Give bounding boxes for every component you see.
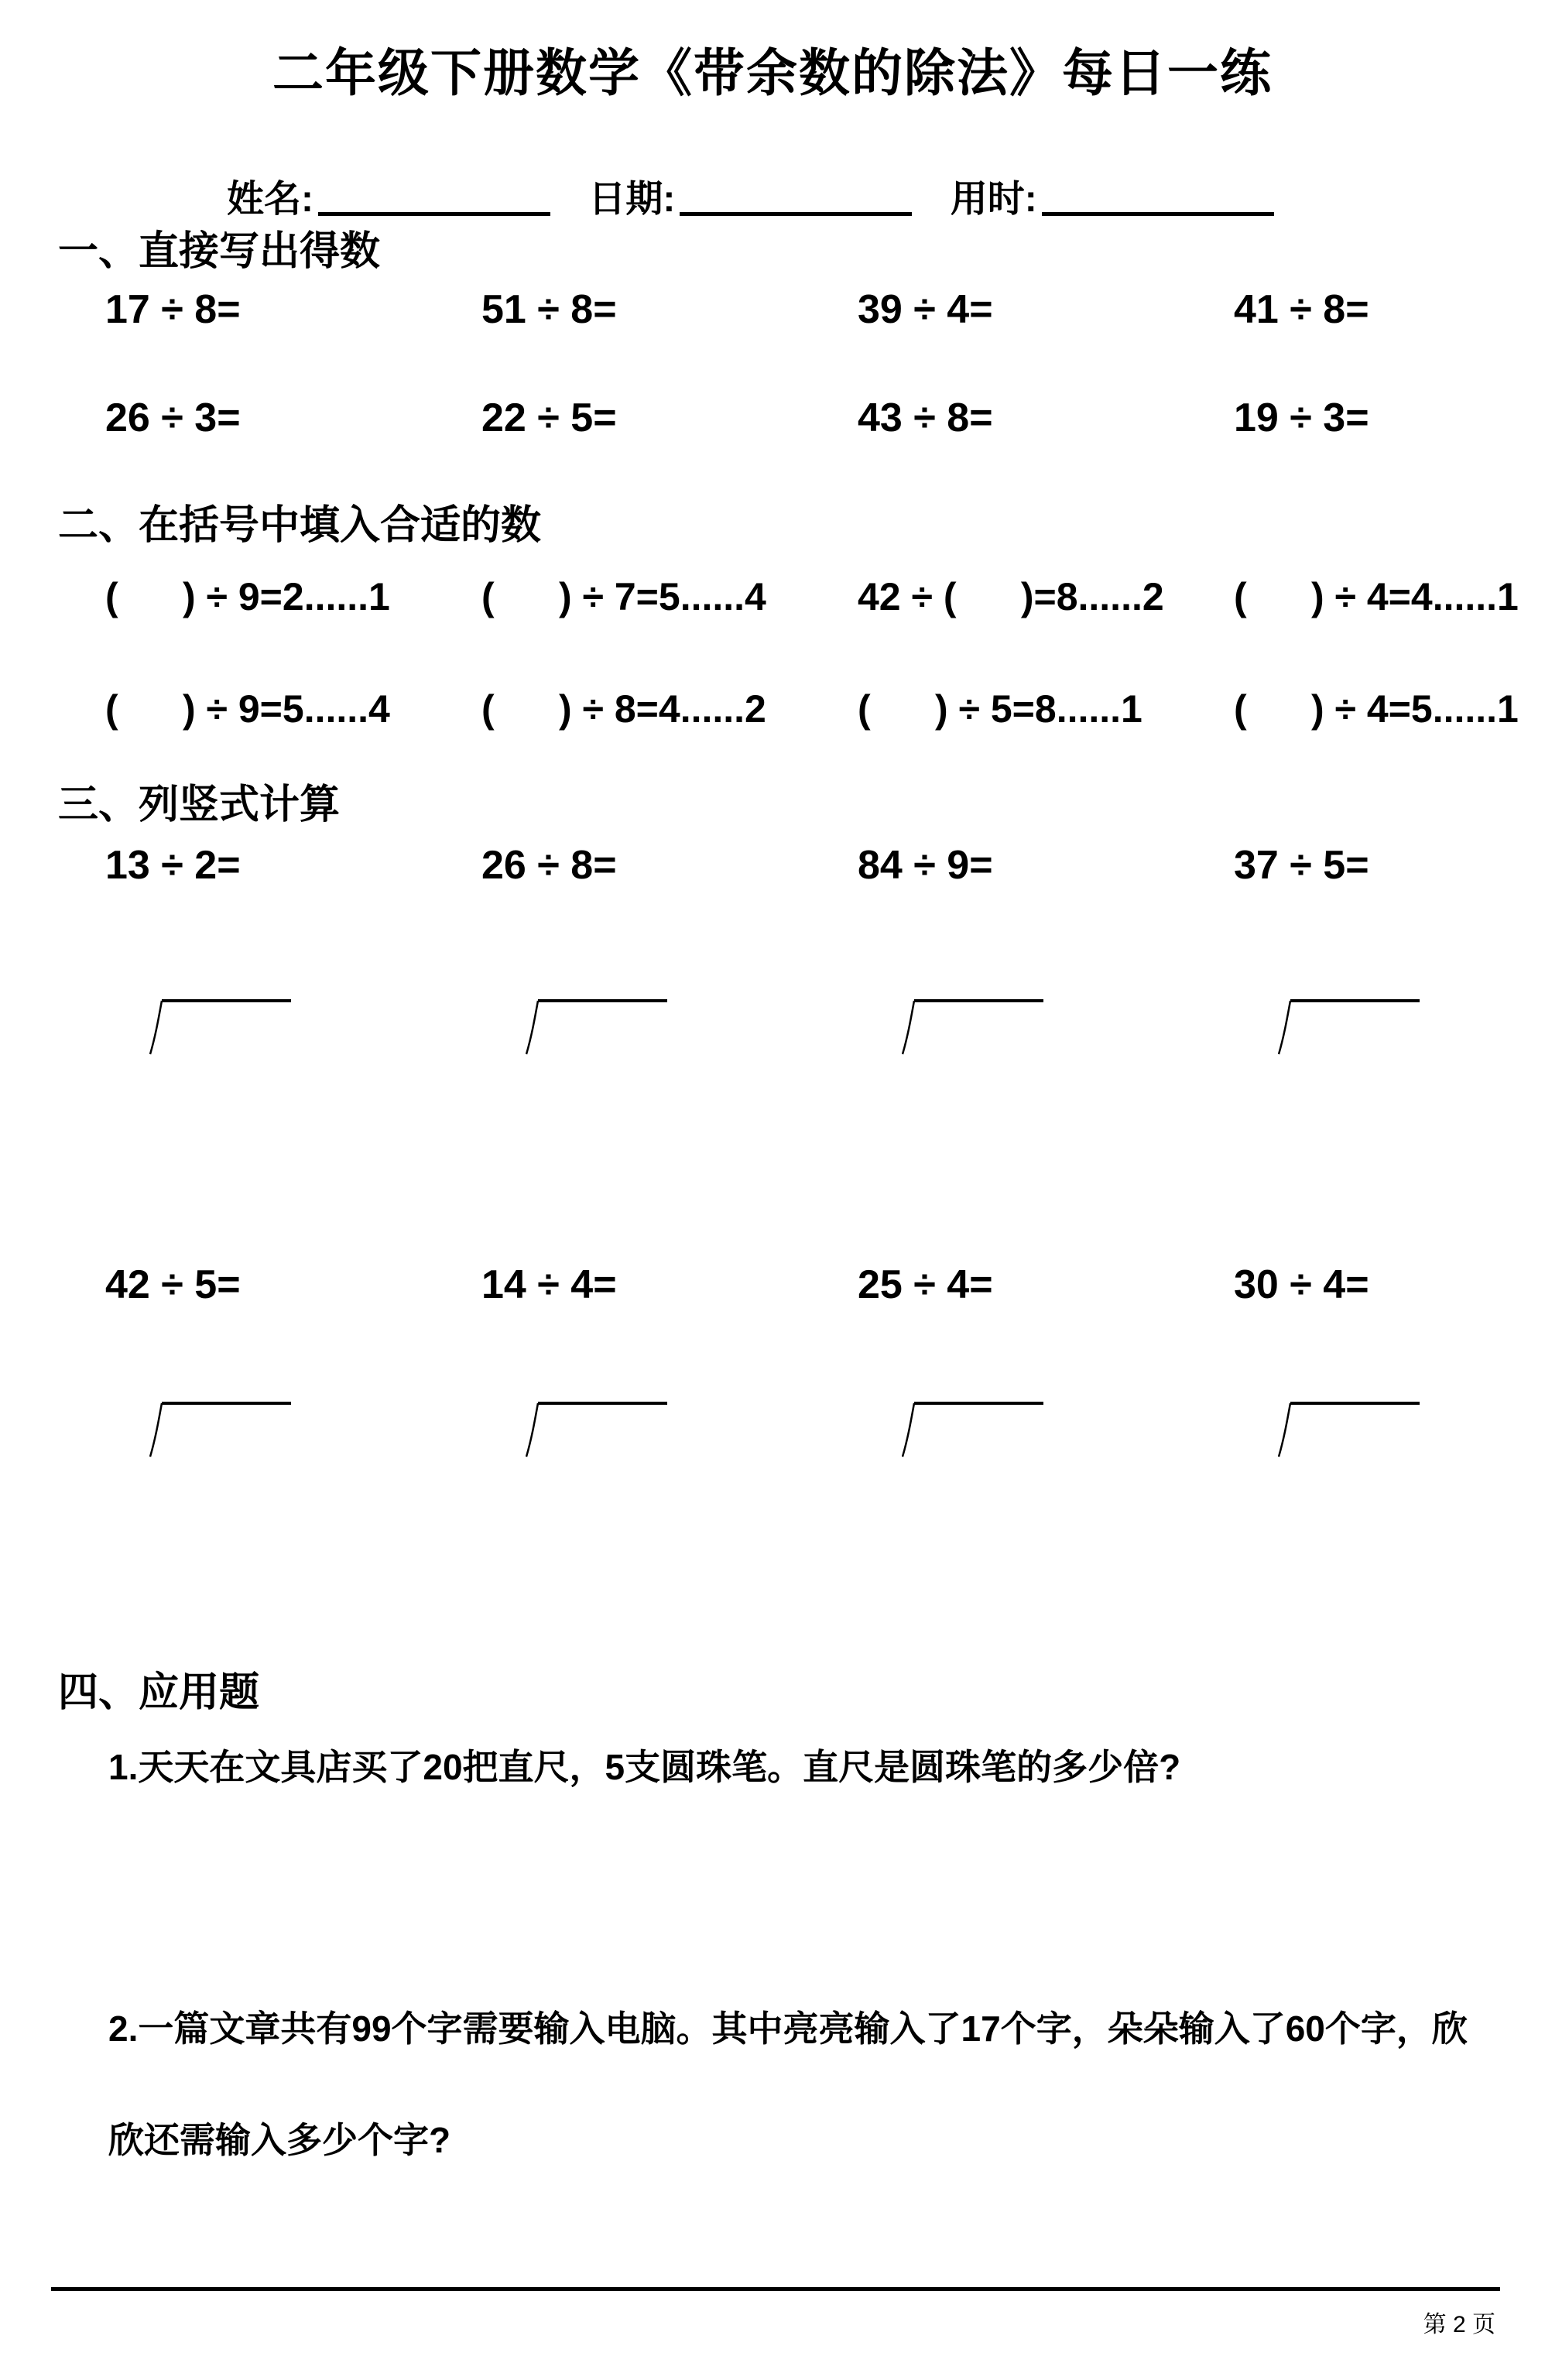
fillin-div-7-r4: ( ) ÷ 7=5......4 <box>481 575 766 618</box>
long-division-workspace <box>1234 998 1530 1056</box>
problem-17-div-8: 17 ÷ 8= <box>105 287 241 332</box>
problem-39-div-4: 39 ÷ 4= <box>858 287 993 332</box>
section3-brackets-row1 <box>105 998 1530 1056</box>
date-label: 日期: <box>588 179 676 220</box>
long-division-bracket-icon <box>526 1401 669 1459</box>
problem-41-div-8: 41 ÷ 8= <box>1234 287 1369 332</box>
long-division-workspace <box>858 1401 1234 1459</box>
section3-heading: 三、列竖式计算 <box>58 782 341 827</box>
fillin-div-4-r1b: ( ) ÷ 4=5......1 <box>1234 687 1519 731</box>
long-division-bracket-icon <box>902 1401 1045 1459</box>
long-division-workspace <box>105 998 481 1056</box>
problem-19-div-3: 19 ÷ 3= <box>1234 396 1369 440</box>
footer-divider <box>51 2287 1500 2291</box>
long-division-bracket-icon <box>1278 1401 1421 1459</box>
problem-43-div-8: 43 ÷ 8= <box>858 396 993 440</box>
fillin-div-9-r4: ( ) ÷ 9=5......4 <box>105 687 390 731</box>
section3-row2 <box>105 1263 1530 1307</box>
problem-26-div-8: 26 ÷ 8= <box>481 843 617 888</box>
long-division-bracket-icon <box>1278 998 1421 1056</box>
long-division-workspace <box>1234 1401 1530 1459</box>
section2-row1 <box>105 576 1530 618</box>
problem-26-div-3: 26 ÷ 3= <box>105 396 241 440</box>
word-problem-2-line2: 欣还需输入多少个字? <box>108 2120 451 2160</box>
problem-22-div-5: 22 ÷ 5= <box>481 396 617 440</box>
section1-heading: 一、直接写出得数 <box>58 229 381 274</box>
problem-30-div-4: 30 ÷ 4= <box>1234 1262 1369 1307</box>
long-division-bracket-icon <box>526 998 669 1056</box>
header-fields-row <box>227 169 1274 222</box>
page-number: 第 2 页 <box>1423 2312 1495 2337</box>
problem-42-div-5: 42 ÷ 5= <box>105 1262 241 1307</box>
long-division-workspace <box>105 1401 481 1459</box>
problem-25-div-4: 25 ÷ 4= <box>858 1262 993 1307</box>
problem-84-div-9: 84 ÷ 9= <box>858 843 993 888</box>
page-title: 二年级下册数学《带余数的除法》每日一练 <box>272 44 1273 101</box>
time-blank <box>1042 178 1274 216</box>
problem-51-div-8: 51 ÷ 8= <box>481 287 617 332</box>
problem-14-div-4: 14 ÷ 4= <box>481 1262 617 1307</box>
section3-row1 <box>105 844 1530 888</box>
section3-brackets-row2 <box>105 1401 1530 1459</box>
long-division-workspace <box>481 1401 858 1459</box>
word-problem-1: 1.天天在文具店买了20把直尺，5支圆珠笔。直尺是圆珠笔的多少倍? <box>108 1747 1181 1787</box>
fillin-div-4-r1: ( ) ÷ 4=4......1 <box>1234 575 1519 618</box>
word-problem-2-line1: 2.一篇文章共有99个字需要输入电脑。其中亮亮输入了17个字，朵朵输入了60个字，欣 <box>108 2008 1468 2049</box>
long-division-bracket-icon <box>149 998 293 1056</box>
name-blank <box>318 178 550 216</box>
long-division-bracket-icon <box>902 998 1045 1056</box>
section1-row1 <box>105 288 1530 332</box>
section1-row2 <box>105 396 1530 440</box>
fillin-42-div-r2: 42 ÷ ( )=8......2 <box>858 575 1164 618</box>
section2-row2 <box>105 688 1530 731</box>
problem-13-div-2: 13 ÷ 2= <box>105 843 241 888</box>
long-division-workspace <box>858 998 1234 1056</box>
fillin-div-8-r2: ( ) ÷ 8=4......2 <box>481 687 766 731</box>
fillin-div-5-r1: ( ) ÷ 5=8......1 <box>858 687 1142 731</box>
section2-heading: 二、在括号中填入合适的数 <box>58 503 542 548</box>
date-blank <box>680 178 912 216</box>
fillin-div-9-r1: ( ) ÷ 9=2......1 <box>105 575 390 618</box>
time-label: 用时: <box>950 179 1037 220</box>
long-division-workspace <box>481 998 858 1056</box>
section4-heading: 四、应用题 <box>58 1670 260 1715</box>
long-division-bracket-icon <box>149 1401 293 1459</box>
problem-37-div-5: 37 ÷ 5= <box>1234 843 1369 888</box>
name-label: 姓名: <box>227 179 313 220</box>
